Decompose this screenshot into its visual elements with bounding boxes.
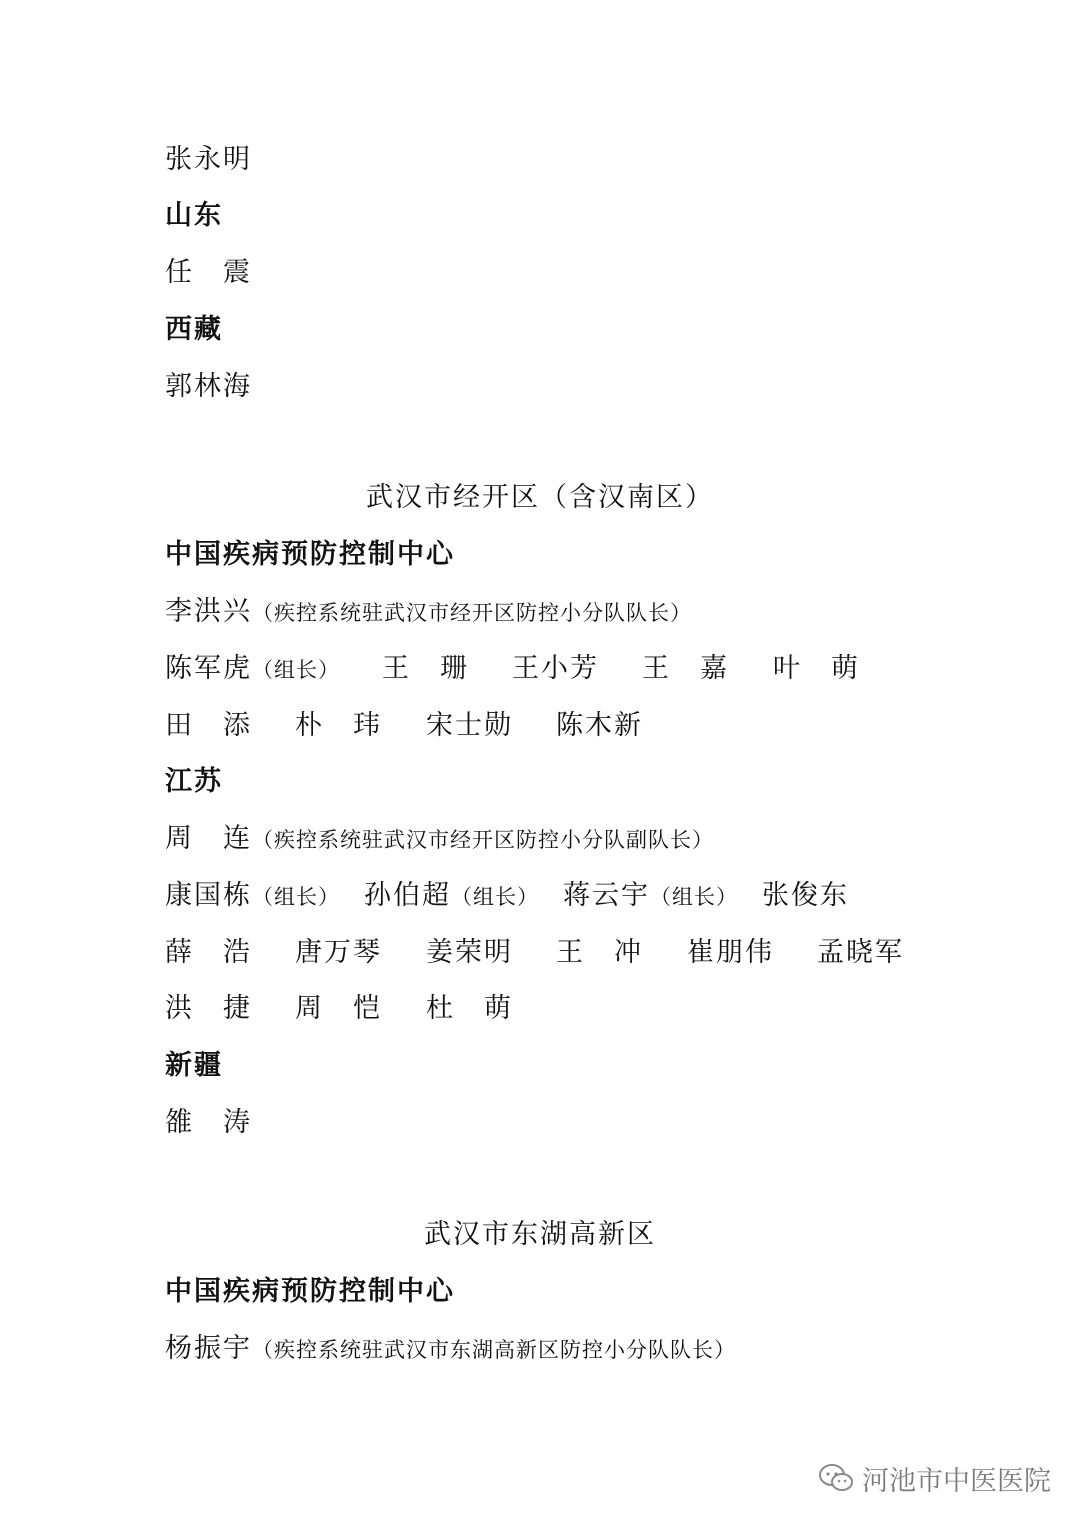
name-line: 郭林海 [165,371,252,402]
section-title: 武汉市东湖高新区 [424,1219,656,1250]
member-name: 宋士勋 [426,710,513,741]
member-name: 王 珊 [382,653,469,684]
member-name: 孙伯超（组长） [364,880,539,911]
member-name: 唐万琴 [295,937,382,968]
member-name: 田 添 [165,710,252,741]
member-name: 姜荣明 [426,937,513,968]
watermark-text: 河池市中医医院 [862,1465,1051,1497]
leader-line [165,1331,736,1368]
leader-name: 李洪兴 [165,596,252,627]
wechat-icon [818,1463,854,1493]
member-name: 王 冲 [556,937,643,968]
org-heading: 中国疾病预防控制中心 [165,539,455,570]
watermark [818,1458,1051,1498]
member-name: 杜 萌 [426,993,513,1024]
member-name: 张俊东 [762,880,849,911]
member-name: 康国栋（组长） [165,880,340,911]
leader-note: （疾控系统驻武汉市经开区防控小分队队长） [252,601,692,625]
member-name: 王 嘉 [642,653,729,684]
member-name: 薛 浩 [165,937,252,968]
province-heading: 江苏 [165,766,223,797]
name-line: 雒 涛 [165,1107,252,1138]
member-name: 孟晓军 [817,937,904,968]
vice-leader-line [165,821,714,858]
org-heading: 中国疾病预防控制中心 [165,1276,455,1307]
member-name: 朴 玮 [295,710,382,741]
section-title: 武汉市经开区（含汉南区） [366,482,714,513]
member-name: 蒋云宇（组长） [563,880,738,911]
member-name: 洪 捷 [165,993,252,1024]
leader-name: 杨振宇 [165,1333,252,1364]
province-heading: 新疆 [165,1050,223,1081]
leader-note: （疾控系统驻武汉市东湖高新区防控小分队队长） [252,1338,736,1362]
member-name: 王小芳 [512,653,599,684]
member-name: 陈军虎（组长） [165,653,340,684]
member-name: 叶 萌 [773,653,860,684]
vice-leader-note: （疾控系统驻武汉市经开区防控小分队副队长） [252,828,714,852]
name-line: 任 震 [165,257,252,288]
leader-line [165,594,692,631]
member-name: 崔朋伟 [687,937,774,968]
member-name: 陈木新 [556,710,643,741]
province-heading: 山东 [165,200,223,231]
vice-leader-name: 周 连 [165,823,252,854]
member-name: 周 恺 [295,993,382,1024]
name-line: 张永明 [165,144,252,175]
province-heading: 西藏 [165,314,223,345]
